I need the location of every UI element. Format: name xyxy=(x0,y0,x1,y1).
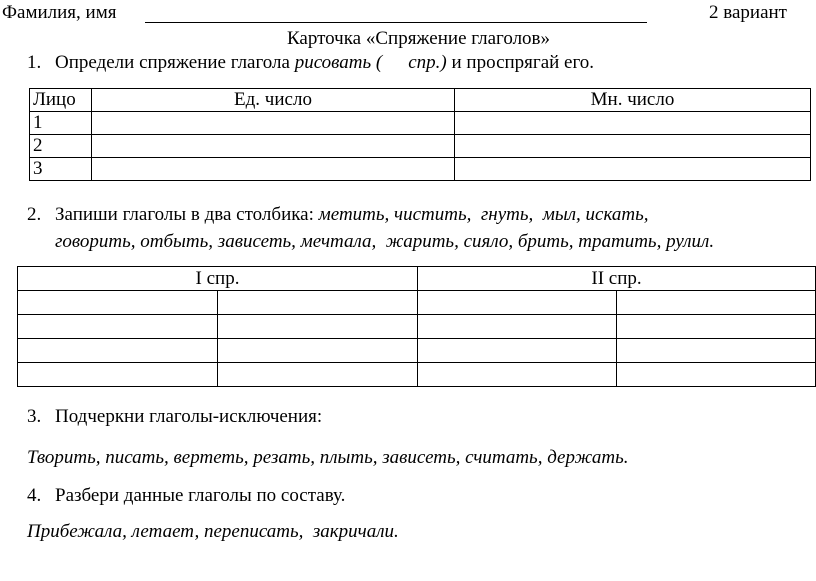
answer-cell[interactable] xyxy=(418,291,617,315)
task4-verbs[interactable]: Прибежала, летает, переписать, закричали. xyxy=(27,521,399,542)
singular-cell[interactable] xyxy=(92,158,455,181)
answer-cell[interactable] xyxy=(617,339,816,363)
task3-instruction: Подчеркни глаголы-исключения: xyxy=(55,406,323,427)
person-number: 2 xyxy=(30,135,92,158)
task2-line1 xyxy=(55,204,649,226)
answer-cell[interactable] xyxy=(18,291,218,315)
task1-instruction-end: и проспрягай его. xyxy=(446,52,595,73)
conjugation-columns-table xyxy=(17,266,816,387)
person-number: 1 xyxy=(30,112,92,135)
task3-number: 3. xyxy=(27,406,42,427)
card-title: Карточка «Спряжение глаголов» xyxy=(287,28,551,49)
variant-label: 2 вариант xyxy=(709,2,787,23)
header-first-conjugation: I спр. xyxy=(18,267,418,291)
plural-cell[interactable] xyxy=(455,158,811,181)
header-person: Лицо xyxy=(30,89,92,112)
plural-cell[interactable] xyxy=(455,135,811,158)
table-row xyxy=(18,339,816,363)
task2-verbs-line2: говорить, отбыть, зависеть, мечтала, жарить, сияло, брить, тратить, рулил. xyxy=(55,231,715,252)
answer-cell[interactable] xyxy=(218,339,418,363)
answer-cell[interactable] xyxy=(418,363,617,387)
plural-cell[interactable] xyxy=(455,112,811,135)
task2-verbs-line1: метить, чистить, гнуть, мыл, искать, xyxy=(318,204,649,225)
task1-text xyxy=(55,52,594,74)
name-input-line[interactable] xyxy=(145,22,647,23)
table-row xyxy=(30,135,811,158)
answer-cell[interactable] xyxy=(617,363,816,387)
answer-cell[interactable] xyxy=(418,339,617,363)
answer-cell[interactable] xyxy=(18,363,218,387)
table-row xyxy=(30,112,811,135)
answer-cell[interactable] xyxy=(18,339,218,363)
task1-spr: спр.) xyxy=(408,52,447,73)
person-number: 3 xyxy=(30,158,92,181)
table-header-row xyxy=(18,267,816,291)
task3-verbs[interactable]: Творить, писать, вертеть, резать, плыть, зависеть, считать, держать. xyxy=(27,447,629,468)
answer-cell[interactable] xyxy=(218,363,418,387)
table-header-row xyxy=(30,89,811,112)
task1-number: 1. xyxy=(27,52,42,73)
answer-cell[interactable] xyxy=(617,315,816,339)
singular-cell[interactable] xyxy=(92,135,455,158)
answer-cell[interactable] xyxy=(218,291,418,315)
name-label: Фамилия, имя xyxy=(2,2,117,23)
answer-cell[interactable] xyxy=(617,291,816,315)
header-plural: Мн. число xyxy=(455,89,811,112)
conjugation-table xyxy=(29,88,811,181)
task4-number: 4. xyxy=(27,485,42,506)
task1-instruction: Определи спряжение глагола xyxy=(55,52,295,73)
task2-instruction: Запиши глаголы в два столбика: xyxy=(55,204,319,225)
answer-cell[interactable] xyxy=(418,315,617,339)
table-row xyxy=(18,291,816,315)
table-row xyxy=(30,158,811,181)
table-row xyxy=(18,315,816,339)
singular-cell[interactable] xyxy=(92,112,455,135)
task1-verb: рисовать ( xyxy=(294,52,383,73)
header-second-conjugation: II спр. xyxy=(418,267,816,291)
task4-instruction: Разбери данные глаголы по составу. xyxy=(55,485,346,506)
header-singular: Ед. число xyxy=(92,89,455,112)
answer-cell[interactable] xyxy=(18,315,218,339)
answer-cell[interactable] xyxy=(218,315,418,339)
table-row xyxy=(18,363,816,387)
task2-number: 2. xyxy=(27,204,42,225)
